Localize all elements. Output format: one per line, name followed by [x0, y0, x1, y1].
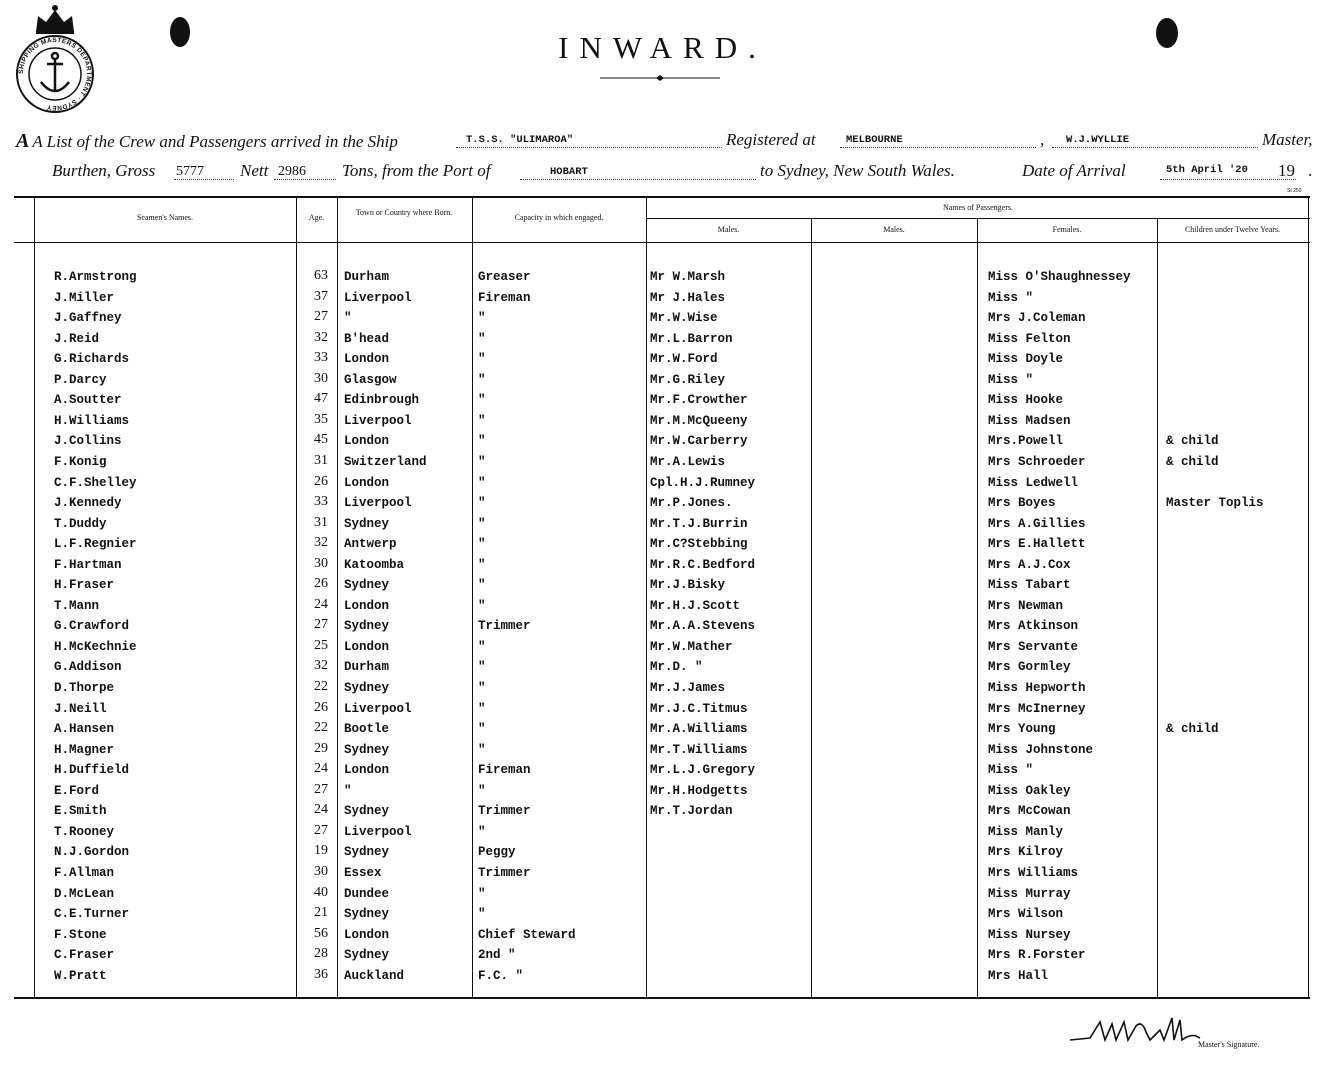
- crew-name: T.Rooney: [54, 825, 115, 839]
- crew-capacity: ": [478, 517, 486, 531]
- female-passenger: Miss Johnstone: [988, 743, 1094, 757]
- crew-birthplace: ": [344, 311, 352, 325]
- crew-capacity: ": [478, 476, 486, 490]
- crew-capacity: ": [478, 784, 486, 798]
- crew-capacity: Fireman: [478, 291, 531, 305]
- crew-birthplace: Durham: [344, 270, 390, 284]
- crew-birthplace: Durham: [344, 660, 390, 674]
- male-passenger: Mr.J.James: [650, 681, 726, 695]
- female-passenger: Mrs Young: [988, 722, 1056, 736]
- crew-capacity: ": [478, 887, 486, 901]
- female-passenger: Miss Ledwell: [988, 476, 1079, 490]
- female-passenger: Miss Murray: [988, 887, 1071, 901]
- female-passenger: Miss ": [988, 373, 1034, 387]
- male-passenger: Mr.T.Jordan: [650, 804, 733, 818]
- male-passenger: Mr.D. ": [650, 660, 703, 674]
- crew-birthplace: London: [344, 434, 390, 448]
- female-passenger: Miss O'Shaughnessey: [988, 270, 1131, 284]
- table-bottom-rule: [14, 997, 1310, 999]
- female-passenger: Mrs R.Forster: [988, 948, 1086, 962]
- crew-birthplace: Sydney: [344, 948, 390, 962]
- male-passenger: Mr.W.Ford: [650, 352, 718, 366]
- crew-capacity: ": [478, 599, 486, 613]
- female-passenger: Miss ": [988, 291, 1034, 305]
- registered-label: Registered at: [726, 130, 816, 149]
- crew-name: P.Darcy: [54, 373, 107, 387]
- crew-age: 63: [314, 268, 328, 283]
- col-line-6: [977, 218, 978, 998]
- crew-name: H.Fraser: [54, 578, 115, 592]
- col-header-born: Town or Country where Born.: [355, 208, 453, 217]
- crew-birthplace: Glasgow: [344, 373, 397, 387]
- male-passenger: Cpl.H.J.Rumney: [650, 476, 756, 490]
- ship-name: T.S.S. "ULIMAROA": [466, 134, 574, 146]
- crew-birthplace: Liverpool: [344, 496, 412, 510]
- col-header-passengers: Names of Passengers.: [943, 203, 1013, 212]
- female-passenger: Miss Hooke: [988, 393, 1064, 407]
- crew-birthplace: London: [344, 928, 390, 942]
- male-passenger: Mr.A.A.Stevens: [650, 619, 756, 633]
- comma: ,: [1040, 130, 1045, 149]
- master-name: W.J.WYLLIE: [1066, 134, 1130, 146]
- crew-age: 31: [314, 515, 328, 530]
- from-port: HOBART: [550, 166, 588, 178]
- male-passenger: Mr.A.Williams: [650, 722, 748, 736]
- crew-name: C.E.Turner: [54, 907, 130, 921]
- ship-underline: [456, 147, 722, 148]
- arrival-underline: [1160, 179, 1296, 180]
- female-passenger: Mrs A.J.Cox: [988, 558, 1071, 572]
- crew-capacity: Chief Steward: [478, 928, 576, 942]
- crew-capacity: ": [478, 558, 486, 572]
- male-passenger: Mr.H.Hodgetts: [650, 784, 748, 798]
- male-passenger: Mr.W.Mather: [650, 640, 733, 654]
- table-top-rule: [14, 196, 1310, 198]
- crew-age: 26: [314, 700, 328, 715]
- crew-age: 27: [314, 823, 328, 838]
- crew-age: 24: [314, 597, 328, 612]
- to-sydney-label: to Sydney, New South Wales.: [760, 161, 955, 180]
- crew-capacity: ": [478, 640, 486, 654]
- crew-name: C.F.Shelley: [54, 476, 137, 490]
- male-passenger: Mr.C?Stebbing: [650, 537, 748, 551]
- crew-name: R.Armstrong: [54, 270, 137, 284]
- col-header-capacity: Capacity in which engaged.: [514, 213, 604, 222]
- crew-name: F.Stone: [54, 928, 107, 942]
- female-passenger: Miss Doyle: [988, 352, 1064, 366]
- title-ornament: [600, 74, 720, 82]
- crew-age: 40: [314, 885, 328, 900]
- child-passenger: & child: [1166, 434, 1219, 448]
- crew-age: 35: [314, 412, 328, 427]
- male-passenger: Mr.W.Carberry: [650, 434, 748, 448]
- crew-age: 24: [314, 802, 328, 817]
- crew-capacity: Trimmer: [478, 866, 531, 880]
- crew-age: 26: [314, 576, 328, 591]
- crew-age: 37: [314, 289, 328, 304]
- crew-capacity: ": [478, 681, 486, 695]
- crew-capacity: Fireman: [478, 763, 531, 777]
- crew-name: H.Duffield: [54, 763, 130, 777]
- female-passenger: Miss Felton: [988, 332, 1071, 346]
- gross-tons: 5777: [176, 164, 204, 179]
- crew-capacity: Trimmer: [478, 619, 531, 633]
- male-passenger: Mr.W.Wise: [650, 311, 718, 325]
- crew-name: T.Duddy: [54, 517, 107, 531]
- female-passenger: Mrs McCowan: [988, 804, 1071, 818]
- female-passenger: Mrs Boyes: [988, 496, 1056, 510]
- female-passenger: Mrs Atkinson: [988, 619, 1079, 633]
- crew-birthplace: London: [344, 476, 390, 490]
- crew-name: J.Neill: [54, 702, 107, 716]
- crew-birthplace: ": [344, 784, 352, 798]
- female-passenger: Mrs J.Coleman: [988, 311, 1086, 325]
- child-passenger: & child: [1166, 722, 1219, 736]
- crew-age: 25: [314, 638, 328, 653]
- male-passenger: Mr.T.J.Burrin: [650, 517, 748, 531]
- master-signature: [1050, 1010, 1290, 1060]
- crew-age: 24: [314, 761, 328, 776]
- crew-birthplace: Sydney: [344, 907, 390, 921]
- gross-underline: [174, 179, 234, 180]
- child-passenger: Master Toplis: [1166, 496, 1264, 510]
- col-line-2: [337, 196, 338, 998]
- male-passenger: Mr.G.Riley: [650, 373, 726, 387]
- male-passenger: Mr.R.C.Bedford: [650, 558, 756, 572]
- crew-capacity: ": [478, 414, 486, 428]
- crew-name: C.Fraser: [54, 948, 115, 962]
- crew-capacity: ": [478, 393, 486, 407]
- crew-birthplace: B'head: [344, 332, 390, 346]
- col-line-5: [811, 218, 812, 998]
- female-passenger: Mrs Schroeder: [988, 455, 1086, 469]
- male-passenger: Mr.F.Crowther: [650, 393, 748, 407]
- crew-birthplace: Liverpool: [344, 825, 412, 839]
- nett-underline: [274, 179, 336, 180]
- crew-capacity: ": [478, 537, 486, 551]
- form-number: St 250: [1287, 188, 1302, 194]
- crew-birthplace: London: [344, 640, 390, 654]
- crew-birthplace: Liverpool: [344, 414, 412, 428]
- burthen-label: Burthen, Gross: [52, 161, 156, 180]
- crew-capacity: ": [478, 743, 486, 757]
- crew-capacity: ": [478, 455, 486, 469]
- crew-birthplace: Katoomba: [344, 558, 405, 572]
- female-passenger: Mrs Newman: [988, 599, 1064, 613]
- master-label: Master,: [1262, 130, 1313, 149]
- female-passenger: Mrs.Powell: [988, 434, 1064, 448]
- crew-capacity: ": [478, 352, 486, 366]
- male-passenger: Mr J.Hales: [650, 291, 726, 305]
- male-passenger: Mr.L.J.Gregory: [650, 763, 756, 777]
- period: .: [1308, 161, 1313, 180]
- crew-age: 47: [314, 391, 328, 406]
- crew-age: 27: [314, 309, 328, 324]
- arrival-year-suffix: 19: [1278, 161, 1295, 180]
- crew-birthplace: London: [344, 599, 390, 613]
- crew-birthplace: Sydney: [344, 578, 390, 592]
- crew-name: E.Ford: [54, 784, 100, 798]
- male-passenger: Mr W.Marsh: [650, 270, 726, 284]
- female-passenger: Mrs E.Hallett: [988, 537, 1086, 551]
- crew-age: 28: [314, 946, 328, 961]
- crew-name: F.Hartman: [54, 558, 122, 572]
- crew-age: 36: [314, 967, 328, 982]
- crew-name: F.Allman: [54, 866, 115, 880]
- crew-birthplace: Switzerland: [344, 455, 427, 469]
- crew-name: D.Thorpe: [54, 681, 115, 695]
- crew-birthplace: Essex: [344, 866, 382, 880]
- crew-age: 32: [314, 658, 328, 673]
- crew-age: 19: [314, 843, 328, 858]
- crew-name: H.Williams: [54, 414, 130, 428]
- male-passenger: Mr.M.McQueeny: [650, 414, 748, 428]
- female-passenger: Mrs Servante: [988, 640, 1079, 654]
- crew-birthplace: Sydney: [344, 845, 390, 859]
- crew-age: 33: [314, 494, 328, 509]
- crew-name: G.Addison: [54, 660, 122, 674]
- header-line1-prefix: A A List of the Crew and Passengers arrived in the Ship: [16, 130, 398, 152]
- crew-name: J.Kennedy: [54, 496, 122, 510]
- crew-birthplace: London: [344, 763, 390, 777]
- crew-age: 21: [314, 905, 328, 920]
- crew-name: W.Pratt: [54, 969, 107, 983]
- crew-birthplace: Auckland: [344, 969, 405, 983]
- crew-capacity: ": [478, 722, 486, 736]
- registered-underline: [840, 147, 1036, 148]
- crew-capacity: ": [478, 578, 486, 592]
- crew-capacity: ": [478, 907, 486, 921]
- crew-capacity: ": [478, 332, 486, 346]
- crew-age: 27: [314, 617, 328, 632]
- crew-name: G.Richards: [54, 352, 130, 366]
- crew-name: A.Hansen: [54, 722, 115, 736]
- crew-birthplace: Liverpool: [344, 702, 412, 716]
- female-passenger: Mrs McInerney: [988, 702, 1086, 716]
- crew-capacity: ": [478, 660, 486, 674]
- crew-capacity: ": [478, 496, 486, 510]
- crew-capacity: Peggy: [478, 845, 516, 859]
- master-underline: [1052, 147, 1258, 148]
- crew-capacity: ": [478, 825, 486, 839]
- crew-age: 30: [314, 556, 328, 571]
- passenger-subheader-rule: [646, 218, 1310, 219]
- crew-age: 29: [314, 741, 328, 756]
- crew-age: 22: [314, 679, 328, 694]
- crew-age: 32: [314, 535, 328, 550]
- crew-name: J.Gaffney: [54, 311, 122, 325]
- crew-age: 31: [314, 453, 328, 468]
- crew-capacity: Trimmer: [478, 804, 531, 818]
- crew-name: E.Smith: [54, 804, 107, 818]
- crew-age: 27: [314, 782, 328, 797]
- date-of-arrival-label: Date of Arrival: [1022, 161, 1126, 180]
- col-line-7: [1157, 218, 1158, 998]
- nett-tons: 2986: [278, 164, 306, 179]
- crew-capacity: ": [478, 373, 486, 387]
- crew-birthplace: Sydney: [344, 681, 390, 695]
- female-passenger: Miss Hepworth: [988, 681, 1086, 695]
- female-passenger: Mrs Kilroy: [988, 845, 1064, 859]
- crew-age: 33: [314, 350, 328, 365]
- crew-capacity: Greaser: [478, 270, 531, 284]
- nett-label: Nett: [240, 161, 269, 180]
- crew-name: J.Reid: [54, 332, 100, 346]
- col-line-1: [296, 196, 297, 998]
- female-passenger: Mrs Hall: [988, 969, 1049, 983]
- crew-birthplace: Sydney: [344, 804, 390, 818]
- male-passenger: Mr.J.Bisky: [650, 578, 726, 592]
- crew-capacity: ": [478, 311, 486, 325]
- col-header-females: Females.: [1052, 225, 1082, 234]
- female-passenger: Miss Oakley: [988, 784, 1071, 798]
- crew-name: H.Magner: [54, 743, 115, 757]
- crew-name: H.McKechnie: [54, 640, 137, 654]
- crew-capacity: ": [478, 702, 486, 716]
- female-passenger: Miss ": [988, 763, 1034, 777]
- crew-age: 26: [314, 474, 328, 489]
- crew-birthplace: London: [344, 352, 390, 366]
- female-passenger: Mrs Williams: [988, 866, 1079, 880]
- crew-birthplace: Sydney: [344, 517, 390, 531]
- male-passenger: Mr.H.J.Scott: [650, 599, 741, 613]
- crew-name: G.Crawford: [54, 619, 130, 633]
- crew-age: 30: [314, 371, 328, 386]
- crew-name: J.Collins: [54, 434, 122, 448]
- col-line-0: [34, 196, 35, 998]
- crew-name: L.F.Regnier: [54, 537, 137, 551]
- crew-age: 45: [314, 432, 328, 447]
- col-header-children: Children under Twelve Years.: [1184, 225, 1281, 234]
- from-port-underline: [520, 179, 756, 180]
- crew-name: A.Soutter: [54, 393, 122, 407]
- male-passenger: Mr.P.Jones.: [650, 496, 733, 510]
- crew-name: T.Mann: [54, 599, 100, 613]
- male-passenger: Mr.A.Lewis: [650, 455, 726, 469]
- registered-port: MELBOURNE: [846, 134, 903, 146]
- seal-text: SHIPPING MASTERS DEPARTMENT · SYDNEY: [17, 36, 93, 112]
- crew-birthplace: Dundee: [344, 887, 390, 901]
- female-passenger: Mrs Wilson: [988, 907, 1064, 921]
- crew-age: 22: [314, 720, 328, 735]
- master-signature-label: Master's Signature.: [1198, 1040, 1260, 1049]
- col-header-seamen: Seamen's Names.: [136, 213, 194, 222]
- crew-birthplace: Sydney: [344, 619, 390, 633]
- crew-name: D.McLean: [54, 887, 115, 901]
- child-passenger: & child: [1166, 455, 1219, 469]
- crew-capacity: ": [478, 434, 486, 448]
- tons-from-port-label: Tons, from the Port of: [342, 161, 491, 180]
- col-line-4: [646, 196, 647, 998]
- crew-passenger-table: [14, 196, 1310, 998]
- female-passenger: Miss Nursey: [988, 928, 1071, 942]
- list-of-crew-label: A List of the Crew and Passengers arrived in the Ship: [32, 132, 398, 151]
- crew-name: N.J.Gordon: [54, 845, 130, 859]
- crew-birthplace: Bootle: [344, 722, 390, 736]
- female-passenger: Mrs Gormley: [988, 660, 1071, 674]
- arrival-date: 5th April '20: [1166, 164, 1248, 176]
- crew-birthplace: Liverpool: [344, 291, 412, 305]
- crew-birthplace: Edinbrough: [344, 393, 420, 407]
- header-bottom-rule: [14, 242, 1310, 243]
- col-header-males-2: Males.: [883, 225, 905, 234]
- female-passenger: Miss Madsen: [988, 414, 1071, 428]
- crew-age: 30: [314, 864, 328, 879]
- male-passenger: Mr.L.Barron: [650, 332, 733, 346]
- crew-age: 32: [314, 330, 328, 345]
- female-passenger: Miss Tabart: [988, 578, 1071, 592]
- female-passenger: Mrs A.Gillies: [988, 517, 1086, 531]
- col-header-age: Age.: [308, 213, 325, 222]
- col-line-8: [1308, 196, 1309, 998]
- document-title: INWARD.: [558, 30, 767, 65]
- male-passenger: Mr.J.C.Titmus: [650, 702, 748, 716]
- female-passenger: Miss Manly: [988, 825, 1064, 839]
- col-line-3: [472, 196, 473, 998]
- crew-age: 56: [314, 926, 328, 941]
- crew-name: F.Konig: [54, 455, 107, 469]
- crew-name: J.Miller: [54, 291, 115, 305]
- male-passenger: Mr.T.Williams: [650, 743, 748, 757]
- crew-capacity: 2nd ": [478, 948, 516, 962]
- crew-birthplace: Sydney: [344, 743, 390, 757]
- crew-birthplace: Antwerp: [344, 537, 397, 551]
- col-header-males-1: Males.: [717, 225, 740, 234]
- crew-capacity: F.C. ": [478, 969, 524, 983]
